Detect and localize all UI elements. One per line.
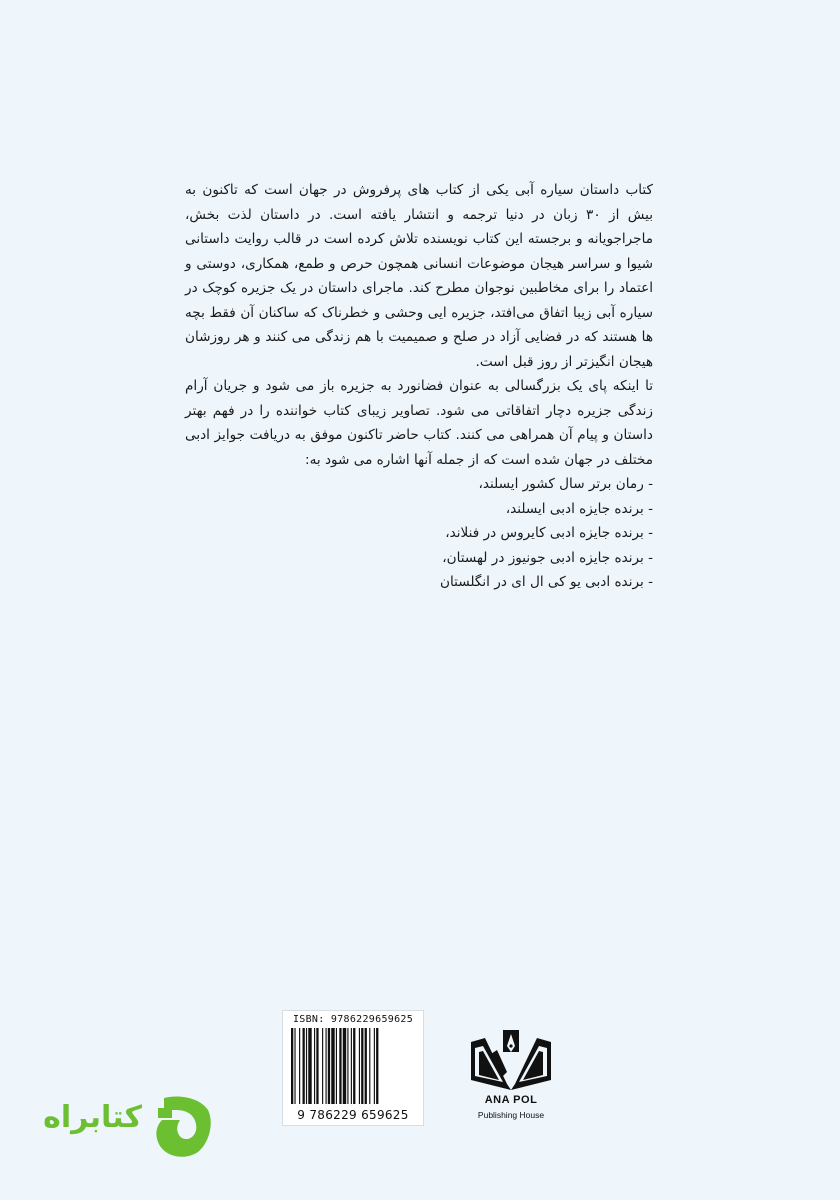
open-book-pen-logo-icon bbox=[467, 1028, 555, 1092]
ketabrah-wordmark: کتابراه bbox=[43, 1100, 142, 1135]
barcode-bar bbox=[331, 1028, 334, 1104]
barcode-bar bbox=[328, 1028, 330, 1104]
award-item: - رمان برتر سال کشور ایسلند، bbox=[478, 476, 653, 492]
barcode-bar bbox=[359, 1028, 360, 1104]
description-paragraph-1: کتاب داستان سیاره آبی یکی از کتاب های پرفروش در جهان است که تاکنون به بیش از ۳۰ زبان در دنیا ترجمه و انتشار یافته است. در داستان لذت بخش، ماجراجویانه و برجسته این کتاب نویسنده تلاش کرده است در قالب روایت داستانی شیوا و سراسر هیجان موضوعات انسانی همچون حرص و طمع، همکاری، دوستی و اعتماد را برای مخاطبین نوجوان مطرح کند. ماجرای داستان در یک جزیره کوچک در سیاره آبی زیبا اتفاق می‌افتد، جزیره ایی وحشی و خطرناک که ساکنان آن فقط بچه ها هستند که در فضایی آزاد در صلح و صمیمیت با هم زندگی می کنند و هر روزشان هیجان انگیزتر از روز قبل است. bbox=[185, 182, 653, 370]
barcode-bar bbox=[347, 1028, 348, 1104]
publisher-subtitle: Publishing House bbox=[477, 1110, 545, 1120]
ketabrah-brand bbox=[38, 1090, 218, 1164]
barcode-bar bbox=[351, 1028, 352, 1104]
barcode-bar bbox=[322, 1028, 323, 1104]
barcode-bar bbox=[376, 1028, 378, 1104]
barcode-bar bbox=[336, 1028, 337, 1104]
barcode-bar bbox=[374, 1028, 375, 1104]
award-item: - برنده جایزه ادبی جونیوز در لهستان، bbox=[442, 549, 653, 566]
description-paragraph-2: تا اینکه پای یک بزرگسالی به عنوان فضانورد به جزیره باز می شود و جریان آرام زندگی جزیره دچار اتفاقاتی می شود. تصاویر زیبای کتاب خواننده را در فهم بهتر داستان و پیام آن همراهی می کنند. کتاب حاضر تاکنون موفق به دریافت جوایز ادبی مختلف در جهان شده است که از جمله آنها اشاره می شود به: bbox=[185, 378, 653, 468]
barcode-bar bbox=[308, 1028, 311, 1104]
barcode-bar bbox=[361, 1028, 363, 1104]
award-item: - برنده ادبی یو کی ال ای در انگلستان bbox=[440, 574, 653, 590]
barcode-bar bbox=[306, 1028, 307, 1104]
barcode-bar bbox=[369, 1028, 370, 1104]
isbn-label: ISBN: 9786229659625 bbox=[292, 1014, 414, 1025]
isbn-number: 9 786229 659625 bbox=[297, 1108, 409, 1122]
publisher-name: ANA POL bbox=[484, 1094, 538, 1106]
award-item: - برنده جایزه ادبی کایروس در فنلاند، bbox=[445, 525, 653, 541]
ketabrah-leaf-logo-icon bbox=[150, 1092, 216, 1160]
barcode-bar bbox=[303, 1028, 305, 1104]
barcode-bar bbox=[353, 1028, 355, 1104]
award-item: - برنده جایزه ادبی ایسلند، bbox=[505, 500, 653, 517]
book-description bbox=[185, 178, 653, 595]
barcode-bar bbox=[314, 1028, 315, 1104]
barcode-bar bbox=[339, 1028, 341, 1104]
publisher-logo-block bbox=[463, 1028, 559, 1128]
barcode-bar bbox=[365, 1028, 367, 1104]
barcode-bar bbox=[326, 1028, 327, 1104]
barcode-bar bbox=[316, 1028, 318, 1104]
barcode-bar bbox=[294, 1028, 295, 1104]
barcode-bar bbox=[299, 1028, 300, 1104]
barcode-graphic bbox=[289, 1028, 417, 1104]
barcode-bar bbox=[343, 1028, 346, 1104]
awards-list bbox=[185, 472, 653, 595]
barcode-bar bbox=[291, 1028, 293, 1104]
isbn-barcode-block bbox=[282, 1010, 424, 1126]
